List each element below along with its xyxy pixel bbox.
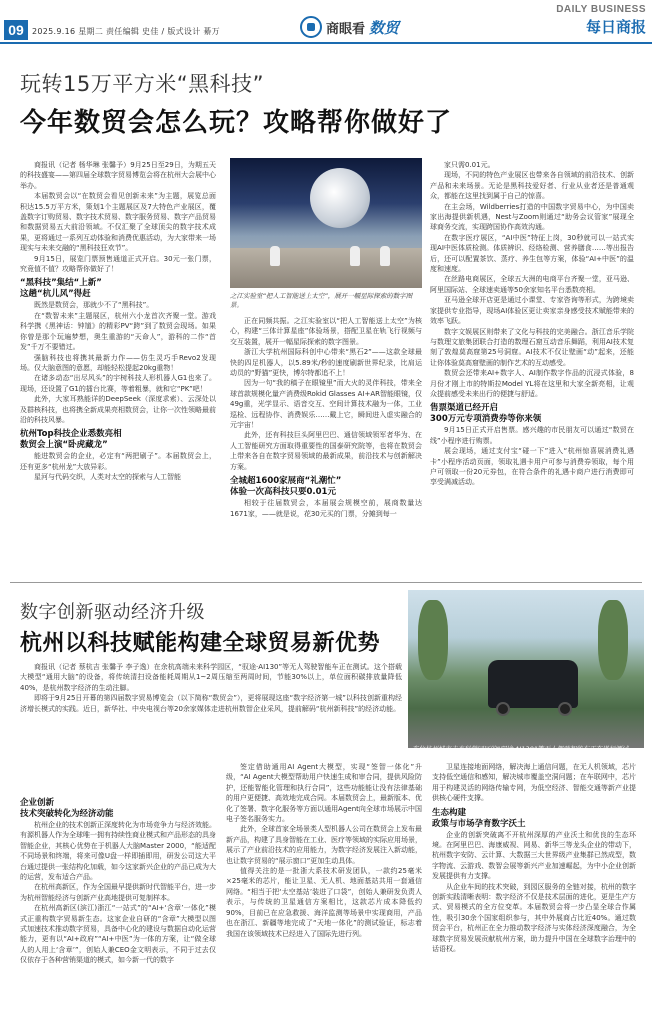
article2-colA-paras	[20, 820, 216, 966]
article1-kicker: 玩转15万平方米“黑科技”	[20, 72, 264, 96]
paragraph: 从企业车间的技术突破，到园区服务的全链对接，杭州的数字创新实践清晰表明：数字经济不仅是技术层面的进化，更是生产方式、贸易模式的全方位变革。本届数贸会将一步凸显全球合作属性，吸引30余个国家组织参与，其中外展商占比近40%。通过数贸会平台，杭州正在全力推动数字经济与实体经济深度融合，为全球数字贸易发展贡献杭州方案，助力提升中国在全球数字治理中的话语权。	[432, 882, 636, 954]
image2-caption: 在位杭州城市未来科学园区的“驭途·AI130”等无人驾驶智能车正在进行测试。	[412, 745, 635, 753]
article1-col1-paras-b	[20, 300, 216, 425]
paragraph: 本届数贸会以“在数贸会看见创新未来”为主题，展览总面积达15.5万平方米，策划1个主题展区及7大特色产业展区，覆盖数字订购贸易、数字技术贸易、数字服务贸易、数字产品贸易和数据贸易五大前沿领域。不仅汇聚了全球顶尖的数字技术成果，更将通过一系列互动体验和消费优惠活动，为大家带来一场现实与未来交融的“黑科技狂欢节”。	[20, 192, 216, 253]
paragraph: 展会现场，通过支付宝“碰一下”进入“杭州惊喜展消费礼遇卡”小程序活动页面，领取礼遇卡用户可参与消费券领取，每个用户可领取一份20元券包，在符合条件的礼遇卡商户进行消费即可享受满减活动。	[430, 447, 634, 487]
paragraph: 此外，大家耳熟能详的DeepSeek（深度求索）、云深处以及群核科技，也将携全新成果亮相数贸会，让你一次性领略最前沿的科技风暴。	[20, 395, 216, 424]
paragraph: 值得关注的是一批浙大系技术研发团队，一款约25毫米×25毫米的芯片，能让卫星、无人机、地面基站共用一套通信网络。“相当于把‘太空基站’装进了口袋”，创始人兼研发负责人表示，与传统的卫星通信方案相比，这款芯片成本降低约90%，目前已在应急救援、海洋监测等场景中实现商用，产品也在浙江、新疆等地完成了“天地一体化”的测试验证，标志着我国在该领域技术已经进入了国际先进行列。	[226, 867, 422, 938]
date-line: 2025.9.16 星期二 责任编辑 史佳 / 版式设计 綦万	[32, 27, 220, 36]
article1-column-1	[20, 160, 216, 578]
tree-graphic	[598, 600, 628, 680]
paragraph: 相较于往届数贸会，本届展会规模空前，展商数量达1671家，——就是说，花30元买的门票，分摊到每一	[230, 499, 422, 518]
paragraph: 因为一句“我的稿子在眼镜里”而大火的灵伴科技，带来全球首款规模化量产消费级Rokid Glasses AI+AR智能眼镜，仅49g重，光学显示、语音交互、空间计算技术融为一体，工业巡检、远程协作、消费娱乐……戴上它，瞬间进入虚实融合的元宇宙！	[230, 379, 422, 430]
paragraph: 浙江大学杭州国际科创中心带来“黑石2”——这款全球最快的四足机器人，以5.89米/秒的速度刷新世界纪录，比肩运动员的“野猫”更快，博尔特都追不上！	[230, 348, 422, 378]
paragraph: 杭州企业的技术创新正深度转化为市场竞争力与经济效能。有源机器人作为全球唯一拥有持续性商业模式和产品形态的具身智能企业，其核心优势在于机器人大脑Master 2000，“能适配不同场景和终端，将来可像U盘一样即插即用，研发公司这大平台通过提供一张结构化加载，如今这家新兴企业的产品已成为大的运营，发布适合产品。	[20, 821, 216, 882]
brand-chinese: 每日商报	[585, 18, 646, 36]
article1-subhead-2: 杭州Top科技企业悉数亮相 数贸会上演“卧虎藏龙”	[20, 429, 122, 451]
article2-kicker: 数字创新驱动经济升级	[20, 602, 205, 623]
paragraph: 家只需0.01元。	[444, 161, 495, 169]
article1-col1-paras	[20, 160, 216, 274]
logo-icon	[300, 16, 322, 38]
article2-subhead-1: 企业创新 技术突破转化为经济动能	[20, 798, 114, 819]
article2-column-3	[432, 762, 636, 1020]
article2-column-1	[20, 794, 216, 1020]
paragraph: 现场，不同的特色产业展区也带来各自领域的前沿技术、创新产品和未来场景。无论是黑科技爱好者、行业从业者还是普通观众，都能在这里找到属于自己的惊喜。	[430, 171, 634, 201]
paragraph: 在“数智未来”主题展区，杭州六小龙首次齐聚一堂。游戏科学携《黑神话：钟馗》的精彩PV“跨”到了数贸会现场。如果你曾是那个玩遍梦想，奥生重游的“天命人”，游科的二作“首发”千万不要错过。	[20, 311, 216, 352]
article1-subhead-3: 全城超1600家展商“礼潮忙” 体验一次高科技只要0.01元	[230, 476, 342, 498]
page-header	[0, 0, 652, 46]
paragraph: 签定借助通用AI Agent大模型，实现“签智一体化”升级，“AI Agent大模型帮助用户快速生成和审合同，提供风险防护，还能智能化管理和执行合同”，这些功能能让没有法律基础的用户更便捷、高效地完成合同。本届数贸会上，最新版本、优化了签署、数字化服务等方面以通用Agent向全球市场展示中国电子签名服务实力。	[226, 763, 422, 824]
section-logo	[300, 16, 399, 38]
paragraph: 亚马逊全球开店更是通过小课堂、专家咨询等形式，为跨境卖家提供专业指导，现场AI体验区更让卖家亲身感受技术赋能带来的效率飞跃。	[430, 296, 634, 326]
article2-subhead-2: 生态构建 政策与市场孕育数字沃土	[432, 807, 526, 829]
paragraph: 企业的创新突破离不开杭州深厚的产业沃土和优良的生态环境。在阿里巴巴、海康威视、网易、新华三等龙头企业的带动下，杭州数字安防、云计算、大数据三大世界级产业集群已然成型，数字物流、云游戏、数智会展等新兴产业加速崛起，为中小企业创新发展提供有力支撑。	[432, 830, 636, 881]
paragraph: 既然是数贸会，那就少不了“黑科技”。	[34, 301, 154, 310]
article2-colC-paras-b	[432, 830, 636, 955]
article2-lead-paras	[20, 662, 402, 714]
section-sub: 数贸	[369, 18, 400, 37]
article2-headline: 杭州以科技赋能构建全球贸易新优势	[20, 631, 381, 656]
paragraph: 卫星连接地面网络，解决海上通信问题，在无人机领域，芯片支持低空通信和感知，解决城市覆盖空洞问题；在车联网中，芯片用于构建灵活的网络传输专网，为低空经济、智能交通等新产业提供核心硬件支撑。	[432, 763, 636, 803]
paragraph: 在诸多动态“出尽风头”的宇树科技人形机器人G1也来了。现场，还设置了G1的擂台比赛，等着粗暴，就和它“PK”吧！	[20, 374, 216, 393]
article1-col2-paras	[230, 316, 422, 472]
article1-col2-paras-b	[230, 498, 422, 519]
article1-col3-paras	[430, 160, 634, 399]
paragraph: 在丝路电商展区，全球五大洲的电商平台齐聚一堂，亚马逊、阿里国际站、全球速卖通等50余家知名平台悉数亮相。	[430, 275, 634, 294]
paragraph: 在数字医疗展区，“AI中医”特征上岗，30秒就可以一站式实现AI中医体质检测。体质辨识、经络检测、营养膳食……等出报告后，还可以配置茶饮、蒸疗、养生包等方案，体验“AI+中医”的温度和速度。	[430, 233, 634, 274]
robot-test-image	[408, 590, 644, 748]
section-name: 商眼看	[326, 21, 366, 37]
article2-lead	[20, 662, 402, 774]
article1-column-3	[430, 160, 634, 578]
paragraph: 在杭州高新区，作为全国最早提供新时代智能平台，进一步为杭州智能经济与创新产业高地提供可复制样本。	[20, 883, 216, 902]
brand-english: DAILY BUSINESS	[556, 4, 646, 15]
astronaut-figure	[380, 246, 390, 266]
paragraph: 商报讯（记者 杨华琳 张馨予）9月25日至29日，为期五天的科技盛宴——第四届全球数字贸易博览会将在杭州大会展中心举办。	[20, 161, 216, 190]
article1-column-2	[230, 316, 422, 578]
article2-colC-paras	[432, 762, 636, 804]
paragraph: 此外，全球首家全场景类人型机器人公司在数贸会上发布最新产品，构建了具身智能在工业、医疗等领域的实际应用场景，展示了产业前沿技术的应用能力，为数字经济发展注入新动能，也让数字贸易的“展示窗口”更加生动具体。	[226, 825, 422, 865]
paragraph: 强脑科技也将携其最新力作——仿生灵巧手Revo2发现场。仅大脑意图的意愿，却能轻松提起20kg重物！	[20, 353, 216, 372]
paragraph: 在主会场，Wildberries打造的中国数字贸易中心，为中国卖家出海提供新机遇，Nest与Zoom则通过“助务会议管家”展现全球商务交流，实现跨国协作高效沟通。	[430, 202, 634, 232]
paragraph: 正在同频共振。之江实验室以“把人工智能送上太空”为核心，构建“三体计算星座”体验场景，搭配卫星在轨飞行视频与交互装置，展开一幅星际探索的数字图景。	[230, 317, 422, 346]
article2-colB-paras	[226, 762, 422, 939]
astronaut-figure	[270, 246, 280, 266]
space-exhibit-image	[230, 158, 422, 288]
paragraph: 9月15日，展览门票预售通道正式开启。30元一张门票，究竟值不值？攻略帮你做好了！	[20, 254, 216, 274]
paragraph: 此外，还有科技巨头阿里巴巴、通信领域领军者华为、在人工智能研究方面取得重要性的国泰研究院等，也将在数贸会上带来各自在数字贸易领域的最新成果，前沿技术与创新解决方案。	[230, 431, 422, 471]
image1-caption: 之江实验室“把人工智能送上太空”，展开一幅星际探索的数字图景。	[230, 292, 413, 309]
article1-col3-paras-b	[430, 425, 634, 487]
article1-subhead-1: “黑科技”集结“上新” 这趟“杭儿风”得赶	[20, 278, 102, 300]
header-rule	[0, 42, 652, 44]
paragraph: 数贸会还带来AI+数字人、AI制作数字作品的沉浸式体验，8月份才刚上市的特斯拉Model YL将在这里和大家全新亮相，让观众提前感受未来出行的便捷与舒适。	[430, 369, 634, 398]
paragraph: 即将于9月25日开幕的第四届数字贸易博览会（以下简称“数贸会”），更将展现这座“数字经济第一城”以科技创新重构经济增长模式的实践。近日，新华社、中央电视台等20余家媒体走进杭州数智企业采风，提前解码“杭州新科技”的经济动能。	[20, 694, 402, 713]
robot-vehicle	[488, 660, 578, 708]
wheel-graphic	[558, 702, 572, 716]
paragraph: 商报讯（记者 蔡杭吉 张馨予 李子逸）在余杭高端未来科学园区，“驭途·AI130”等无人驾驶智能车正在测试。这个搭载大模型“通用大脑”的设备，将传统清扫设备能耗周期从1~2周压缩至两周时间，节能30%以上，单位面积碳排放量降低40%，是杭州数字经济的生动注脚。	[20, 663, 402, 692]
lunar-ground	[230, 248, 422, 288]
article-divider	[10, 582, 642, 583]
paragraph: 能进数贸会的企业，必定有“两把刷子”。本届数贸会上，还有更多“杭州龙”大放异彩。	[20, 452, 216, 471]
tree-graphic	[418, 600, 448, 680]
page-number: 09	[4, 20, 28, 40]
article2-column-2	[226, 762, 422, 1020]
moon-graphic	[310, 168, 370, 228]
wheel-graphic	[496, 702, 510, 716]
paragraph: 星河与代码交织，人类对太空的探索与人工智能	[34, 473, 181, 482]
article1-subhead-4: 售票渠道已经开启 300万元专项消费券等你来领	[430, 403, 542, 425]
paragraph: 9月15日正式开启售票。感兴趣的市民朋友可以通过“数贸在线”小程序进行购票。	[430, 426, 634, 445]
astronaut-figure	[350, 246, 360, 266]
article1-col1-paras-c	[20, 451, 216, 482]
article1-headline: 今年数贸会怎么玩？攻略帮你做好了	[20, 108, 453, 138]
paragraph: 数字文娱展区则带来了文化与科技的完美融合。浙江音乐学院与数理文旅集团联合打造的数理石窟互动音乐舞蹈，利用AI技术复刻了敦煌莫高窟第25号洞窟。AI技术不仅让壁画“动”起来，还能让你体验莫高窟壁画的制作艺术的互动感受。	[430, 327, 634, 367]
paragraph: 在杭州高新区(滨江)浙江“一站式”的“AI+‘含章’一体化”模式正重构数字贸易新生态。这家企业自研的“含章”大模型以图式加速技术推动数字贸易，具备中心化的建设与数据自动化运营能力，更有以“AI+政府”“AI+中医”为一体的方案，让“做全球人的人用上‘含章’”，创始人兼CEO金文明表示，不同于过去仅仅依存于各种营销渠道的模式，如今新一代的数字	[20, 904, 216, 965]
